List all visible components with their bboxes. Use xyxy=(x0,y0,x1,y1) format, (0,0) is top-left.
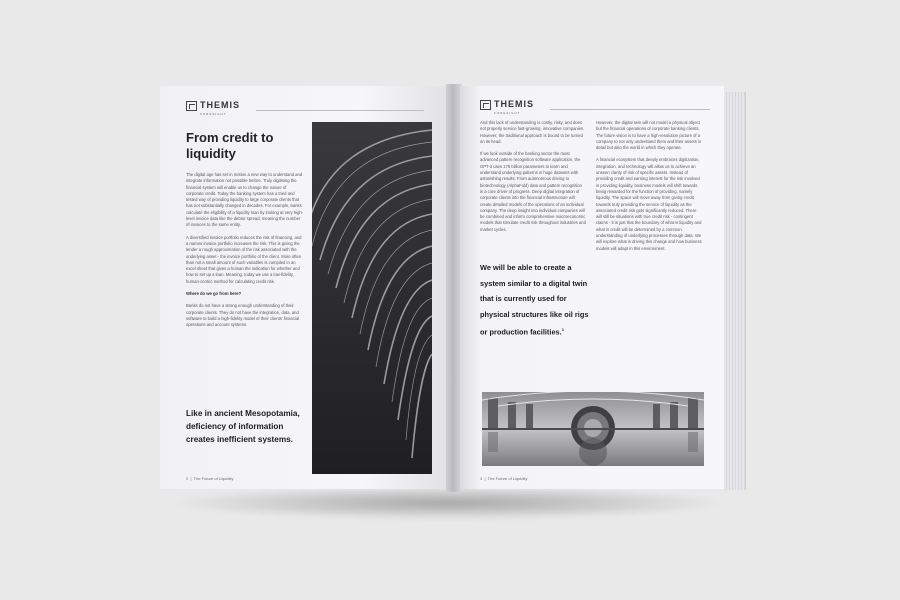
footer-title: The Future of Liquidity xyxy=(487,476,528,481)
page-stack-edge xyxy=(724,92,746,490)
footnote-marker: 1 xyxy=(561,327,564,332)
pull-quote xyxy=(480,260,594,340)
stairs-photo xyxy=(312,122,432,474)
right-body-column-1 xyxy=(480,120,586,239)
body-paragraph: The digital age has set in motion a new way to understand and integrate information not possible before. Truly digitising the financial system will enable us to change the nature of corporate credit. Today the banking system has a tried and tested way of providing liquidity to large corporate clients that has not substantially changed in decades. For example, banks calculate the eligibility of a liquidity loan by looking at very high-level invoice data like the debtor spread, meaning the number of invoices to the same entity. xyxy=(186,172,304,228)
body-paragraph: If we look outside of the banking sector the most advanced pattern recognition software application, the GPT-3 uses 175 billion parameters to learn and understand underlying patterns in huge datasets with astonishing results. From autonomous driving to biotechnology (AlphaFold) data and pattern recognition is a core driver of progress. Deep digital integration of corporate clients into the financial infrastructure will create detailed models of the operations of an individual company. The deep insight into individual companies will be combined and inform comprehensive macroeconomic models that simulate credit risk throughout industries and market cycles. xyxy=(480,151,586,232)
page-number: 3 xyxy=(480,476,483,481)
section-subheading: Where do we go from here? xyxy=(186,291,242,297)
right-page xyxy=(460,86,724,489)
body-paragraph: Banks do not have a strong enough understanding of their corporate clients. They do not have the integration, data, and software to build a high-fidelity model of their clients' financial operations and account systems. xyxy=(186,303,300,328)
body-paragraph: However, the digital twin will not model a physical object but the financial operations of corporate banking clients. The future vision is to have a high-resolution picture of a company to not only understand them and their assets in detail but also the world in which they operate. xyxy=(596,120,702,151)
left-page xyxy=(160,86,448,489)
page-title: From credit to liquidity xyxy=(186,130,274,161)
body-paragraph: A financial ecosystem that deeply embraces digitization, integration, and technology will allow us to achieve an unseen clarity of risk of specific assets. Instead of providing credit and earning interest for the risk involved in providing liquidity, business models will shift towards being rewarded for the function of providing, namely liquidity. The space will move away from giving credit towards truly providing the service of liquidity as the associated credit risk gets significantly reduced. There will still be situations with true credit risk - contingent claims - it is just that the boundary of what is liquidity and what is credit will be determined by a common understanding of underlying processes through data. We will explore what is driving this change and how business models will adapt in this environment. xyxy=(596,157,702,251)
pull-quote: Like in ancient Mesopotamia, deficiency of information creates inefficient systems. xyxy=(186,409,300,444)
hall-photo xyxy=(482,392,704,466)
header-rule xyxy=(256,110,424,111)
open-brochure xyxy=(160,78,750,498)
left-logo xyxy=(186,96,240,116)
logo-brand: THEMIS xyxy=(200,100,241,110)
logo-sub: FORESIGHT xyxy=(494,111,521,115)
right-logo xyxy=(480,95,534,115)
footer-title: The Future of Liquidity xyxy=(193,476,234,481)
left-footer xyxy=(186,476,233,481)
footer-separator: | xyxy=(484,476,486,481)
body-paragraph: And this lack of understanding is costly, risky, and does not properly service fast-growing, innovative companies. However, the traditional approach is bound to be turned on its head. xyxy=(480,120,585,144)
logo-sub: FORESIGHT xyxy=(200,112,227,116)
left-body-column xyxy=(186,172,304,335)
footer-separator: | xyxy=(190,476,192,481)
themis-logo-icon xyxy=(186,101,197,111)
right-body-column-2 xyxy=(596,120,702,258)
page-number: 2 xyxy=(186,476,189,481)
themis-logo-icon xyxy=(480,100,491,110)
logo-brand: THEMIS xyxy=(494,99,535,109)
header-rule xyxy=(550,109,710,110)
pull-quote-text: We will be able to create a system similar to a digital twin that is currently used for physical structures like oil rigs or production facilities. xyxy=(480,263,589,337)
right-footer xyxy=(480,476,527,481)
body-paragraph: A diversified invoice portfolio reduces the risk of financing, and a narrow invoice portfolio increases the risk. This is giving the lender a rough approximation of the risk associated with the underlying asset - the invoice portfolio of the client. More often than not a small amount of such variables is compiled in an excel sheet that gives a human the indication for whether and how to set up a loan. Meaning, today we use a low-fidelity, human-centric method for calculating credit risk. xyxy=(186,234,302,284)
